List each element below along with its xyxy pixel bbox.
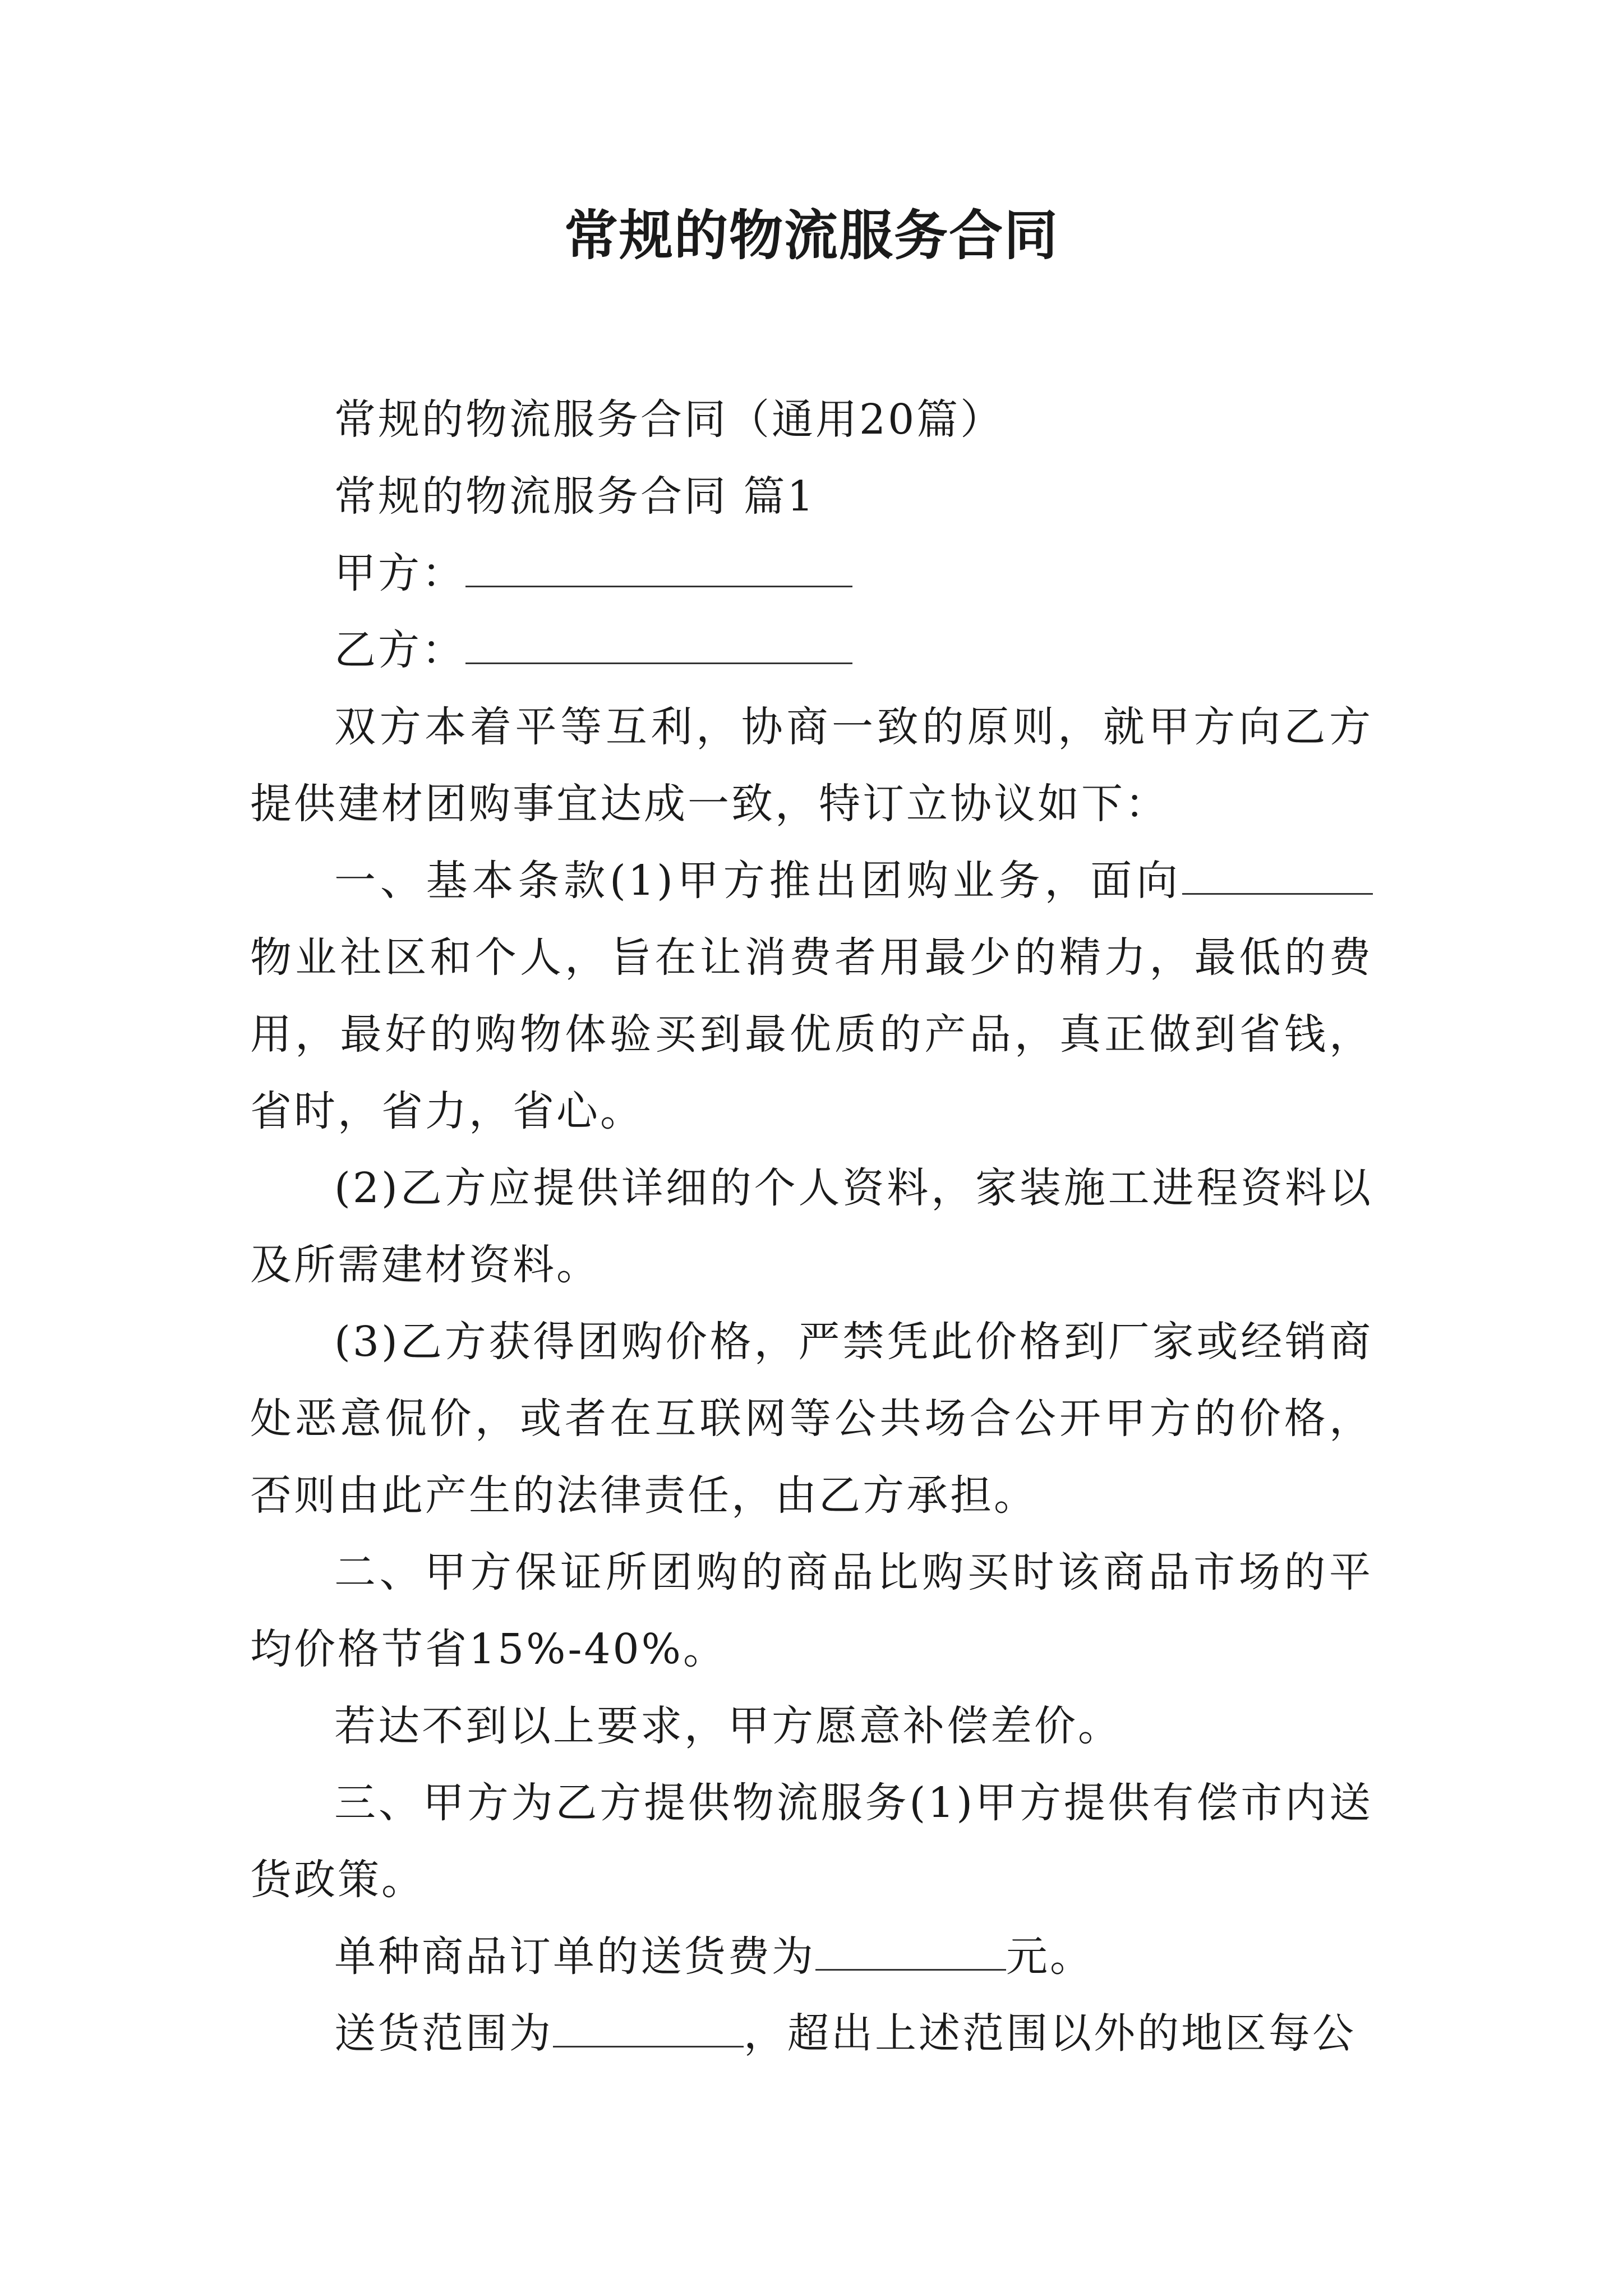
community-blank bbox=[1182, 859, 1373, 895]
party-a-blank bbox=[465, 552, 852, 587]
range-blank bbox=[553, 2012, 744, 2047]
clause-1a-paragraph bbox=[250, 843, 1373, 1150]
range-paragraph bbox=[250, 1995, 1373, 2072]
section-heading: 常规的物流服务合同 篇1 bbox=[334, 472, 816, 521]
party-b-blank bbox=[465, 629, 852, 664]
clause-1c-paragraph: (3)乙方获得团购价格，严禁凭此价格到厂家或经销商处恶意侃价，或者在互联网等公共场合公开甲方的价格，否则由此产生的法律责任，由乙方承担。 bbox=[250, 1318, 1373, 1520]
range-text-after: ，超出上述范围以外的地区每公 bbox=[744, 2009, 1356, 2058]
party-b-label: 乙方： bbox=[334, 626, 465, 674]
clause-1b-paragraph: (2)乙方应提供详细的个人资料，家装施工进程资料以及所需建材资料。 bbox=[250, 1164, 1373, 1289]
fee-blank bbox=[815, 1935, 1006, 1971]
fee-text-after: 元。 bbox=[1006, 1932, 1094, 1981]
clause-1a-text-after: 物业社区和个人，旨在让消费者用最少的精力，最低的费用，最好的购物体验买到最优质的产品，真正做到省钱，省时，省力，省心。 bbox=[250, 933, 1373, 1135]
intro-paragraph: 双方本着平等互利，协商一致的原则，就甲方向乙方提供建材团购事宜达成一致，特订立协议如下： bbox=[250, 703, 1373, 828]
clause-3-paragraph: 三、甲方为乙方提供物流服务(1)甲方提供有偿市内送货政策。 bbox=[250, 1779, 1373, 1904]
party-a-label: 甲方： bbox=[334, 549, 465, 597]
party-a-line bbox=[250, 535, 1373, 612]
fee-text-before: 单种商品订单的送货费为 bbox=[334, 1932, 815, 1981]
party-b-line bbox=[250, 612, 1373, 689]
clause-1a-text-before: 一、基本条款(1)甲方推出团购业务，面向 bbox=[334, 857, 1182, 905]
document-subtitle: 常规的物流服务合同（通用20篇） bbox=[334, 395, 1004, 444]
document-title: 常规的物流服务合同 bbox=[564, 204, 1059, 267]
clause-2-paragraph: 二、甲方保证所团购的商品比购买时该商品市场的平均价格节省15%-40%。 bbox=[250, 1548, 1373, 1673]
range-text-before: 送货范围为 bbox=[334, 2009, 553, 2058]
document-body bbox=[250, 381, 1373, 2072]
clause-2-note-paragraph: 若达不到以上要求，甲方愿意补偿差价。 bbox=[334, 1702, 1122, 1750]
fee-paragraph bbox=[250, 1918, 1373, 1995]
